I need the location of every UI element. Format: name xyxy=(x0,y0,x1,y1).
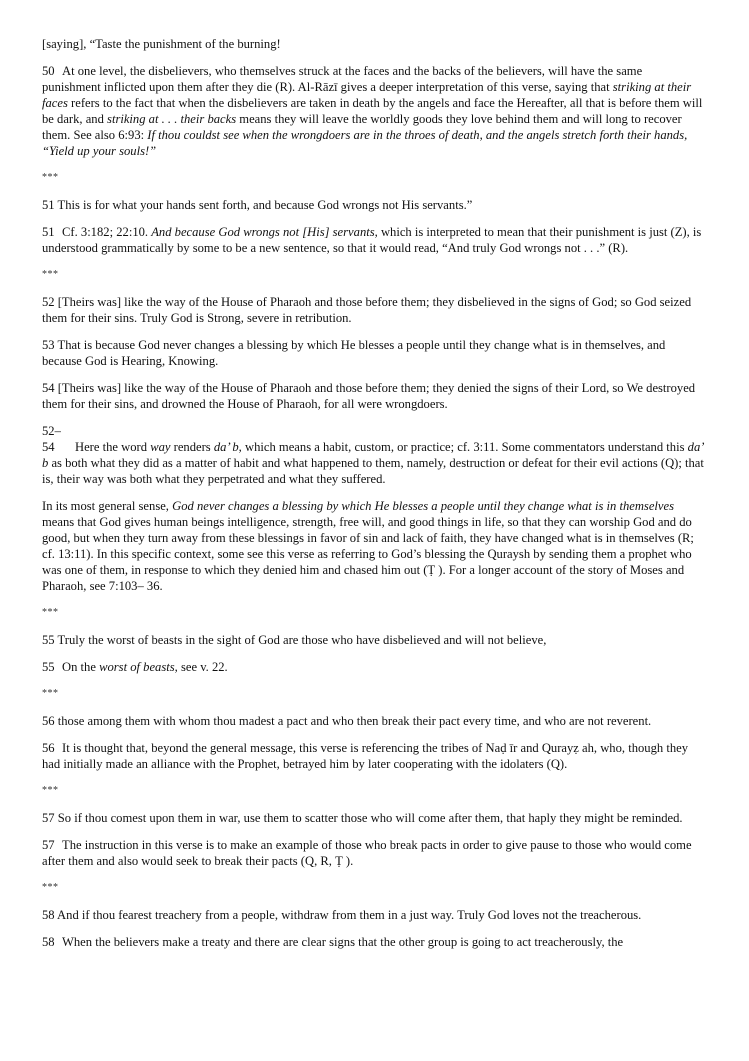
text-run: 56 those among them with whom thou madest a pact and who then break their pact every time, and who are not reverent. xyxy=(42,714,652,728)
text-run: It is thought that, beyond the general message, this verse is referencing the tribes of Naḍ īr and Qurayẓ ah, who, though they had initially made an alliance with the Prophet, betrayed him by later cooperating with the idolaters (Q). xyxy=(42,741,689,771)
section-separator: *** xyxy=(42,607,59,618)
italic-quote: way xyxy=(150,440,171,454)
note-number: 55 xyxy=(42,660,55,674)
text-run: refers to the fact that when the disbelievers are taken in death by the angels and face the Hereafter, all that is before them will be dark, and xyxy=(42,96,703,126)
section-separator: *** xyxy=(42,882,59,893)
verse-paragraph xyxy=(42,713,704,729)
verse-paragraph xyxy=(42,380,704,412)
text-run: At one level, the disbelievers, who themselves struck at the faces and the backs of the believers, will have the same punishment inflicted upon them after they die (R). Al-Rāzī gives a deeper interpretation of this verse, saying that xyxy=(42,64,643,94)
text-run: On the xyxy=(62,660,100,674)
italic-quote: And because God wrongs not [His] servants, xyxy=(151,225,378,239)
verse-paragraph xyxy=(42,907,704,923)
section-separator: *** xyxy=(42,785,59,796)
text-run: 58 And if thou fearest treachery from a people, withdraw from them in a just way. Truly God loves not the treacherous. xyxy=(42,908,642,922)
text-run: which is interpreted to mean that their punishment is just (Z), is understood grammatically by some to be a new sentence, so that it would read, “And truly God wrongs not . . .” (R). xyxy=(42,225,702,255)
text-run: 54 [Theirs was] like the way of the House of Pharaoh and those before them; they denied the signs of their Lord, so We destroyed them for their sins, and drowned the House of Pharaoh, for all were wrongdoers. xyxy=(42,381,696,411)
text-run: [saying], “Taste the punishment of the burning! xyxy=(42,37,281,51)
note-number: 50 xyxy=(42,64,55,78)
note-number: 57 xyxy=(42,838,55,852)
text-run: which means a habit, custom, or practice; cf. 3:11. Some commentators understand this xyxy=(241,440,688,454)
text-run: see v. 22. xyxy=(177,660,228,674)
document-page xyxy=(42,36,704,961)
italic-quote: da’ b, xyxy=(213,440,242,454)
text-run: means they will leave the worldly goods they love behind them and will long to recover them. See also 6:93: xyxy=(42,112,682,142)
text-run: 57 So if thou comest upon them in war, use them to scatter those who will come after them, that haply they might be reminded. xyxy=(42,811,683,825)
commentary-paragraph xyxy=(42,740,704,772)
italic-quote: God never changes a blessing by which He blesses a people until they change what is in themselves xyxy=(172,499,675,513)
text-run: Cf. 3:182; 22:10. xyxy=(62,225,152,239)
verse-paragraph xyxy=(42,337,704,369)
text-run: When the believers make a treaty and there are clear signs that the other group is going to act treacherously, the xyxy=(62,935,624,949)
text-run: 55 Truly the worst of beasts in the sight of God are those who have disbelieved and will not believe, xyxy=(42,633,547,647)
section-separator: *** xyxy=(42,688,59,699)
verse-paragraph xyxy=(42,810,704,826)
commentary-paragraph xyxy=(42,659,704,675)
note-number: 52– 54 xyxy=(42,424,61,454)
commentary-paragraph xyxy=(42,423,704,487)
commentary-paragraph xyxy=(42,224,704,256)
italic-quote: If thou couldst see when the wrongdoers are in the throes of death, and the angels stretch forth their hands, “Yield up your souls!” xyxy=(42,128,688,158)
italic-quote: striking at . . . their backs xyxy=(107,112,237,126)
text-run: as both what they did as a matter of habit and what happened to them, namely, destruction or defeat for their evil actions (Q); that is, their way was both what they perpetrated and what they suffered. xyxy=(42,456,704,486)
italic-quote: worst of beasts, xyxy=(99,660,178,674)
text-run: In its most general sense, xyxy=(42,499,173,513)
italic-quote: striking at their faces xyxy=(42,80,692,110)
text-run: means that God gives human beings intelligence, strength, free will, and good things in life, so that they can worship God and do good, but when they turn away from these blessings in favor of sin and lack of faith, they have changed what is in themselves (R; cf. 13:11). In this specific context, some see this verse as referring to God’s blessing the Quraysh by sending them a prophet who was one of them, in response to which they denied him and chased him out (Ṭ ). For a longer account of the story of Moses and Pharaoh, see 7:103– 36. xyxy=(42,515,694,593)
text-run: Here the word xyxy=(75,440,151,454)
verse-paragraph xyxy=(42,294,704,326)
verse-paragraph xyxy=(42,632,704,648)
text-run: 52 [Theirs was] like the way of the House of Pharaoh and those before them; they disbelieved in the signs of God; so God seized them for their sins. Truly God is Strong, severe in retribution. xyxy=(42,295,692,325)
section-separator: *** xyxy=(42,172,59,183)
note-number: 56 xyxy=(42,741,55,755)
verse-paragraph xyxy=(42,197,704,213)
verse-paragraph xyxy=(42,498,704,594)
note-number: 51 xyxy=(42,225,55,239)
text-run: renders xyxy=(170,440,214,454)
text-run: 51 This is for what your hands sent forth, and because God wrongs not His servants.” xyxy=(42,198,473,212)
note-number: 58 xyxy=(42,935,55,949)
commentary-paragraph xyxy=(42,934,704,950)
commentary-paragraph xyxy=(42,837,704,869)
verse-paragraph xyxy=(42,36,704,52)
text-run: The instruction in this verse is to make an example of those who break pacts in order to give pause to those who would come after them and also would seek to break their pacts (Q, R, Ṭ ). xyxy=(42,838,692,868)
text-run: 53 That is because God never changes a blessing by which He blesses a people until they change what is in themselves, and because God is Hearing, Knowing. xyxy=(42,338,666,368)
italic-quote: da’ b xyxy=(42,440,704,470)
commentary-paragraph xyxy=(42,63,704,159)
section-separator: *** xyxy=(42,269,59,280)
